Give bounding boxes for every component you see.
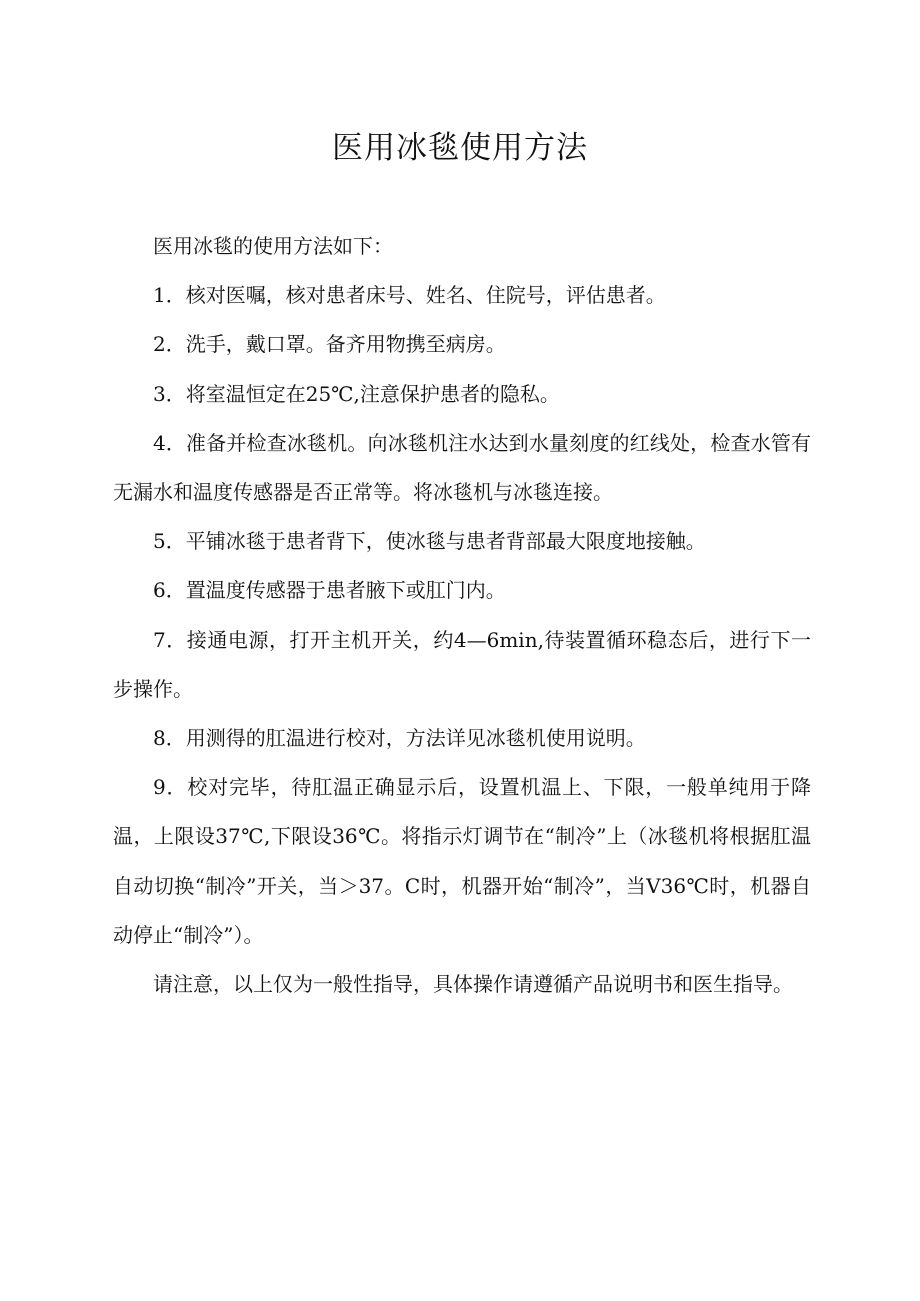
step-6: 6．置温度传感器于患者腋下或肛门内。 bbox=[153, 578, 506, 603]
document-body bbox=[113, 222, 811, 1009]
step-4: 4．准备并检查冰毯机。向冰毯机注水达到水量刻度的红线处，检查水管有无漏水和温度传感器是否正常等。将冰毯机与冰毯连接。 bbox=[113, 430, 811, 505]
intro-paragraph: 医用冰毯的使用方法如下： bbox=[153, 234, 393, 258]
closing-note: 请注意，以上仅为一般性指导，具体操作请遵循产品说明书和医生指导。 bbox=[153, 972, 793, 997]
document-title: 医用冰毯使用方法 bbox=[332, 130, 588, 166]
step-8: 8．用测得的肛温进行校对，方法详见冰毯机使用说明。 bbox=[153, 726, 646, 751]
step-1: 1．核对医嘱，核对患者床号、姓名、住院号，评估患者。 bbox=[153, 283, 666, 308]
step-2: 2．洗手，戴口罩。备齐用物携至病房。 bbox=[153, 332, 506, 357]
step-5: 5．平铺冰毯于患者背下，使冰毯与患者背部最大限度地接触。 bbox=[153, 529, 706, 554]
step-7: 7．接通电源，打开主机开关，约4—6min,待装置循环稳态后，进行下一步操作。 bbox=[113, 627, 811, 701]
step-3: 3．将室温恒定在25℃,注意保护患者的隐私。 bbox=[153, 381, 560, 406]
step-9: 9．校对完毕，待肛温正确显示后，设置机温上、下限，一般单纯用于降温，上限设37℃,下限设36℃。将指示灯调节在“制冷”上（冰毯机将根据肛温自动切换“制冷”开关，当＞37。C时，机器开始“制冷”，当V36℃时，机器自动停止“制冷”）。 bbox=[113, 775, 811, 947]
